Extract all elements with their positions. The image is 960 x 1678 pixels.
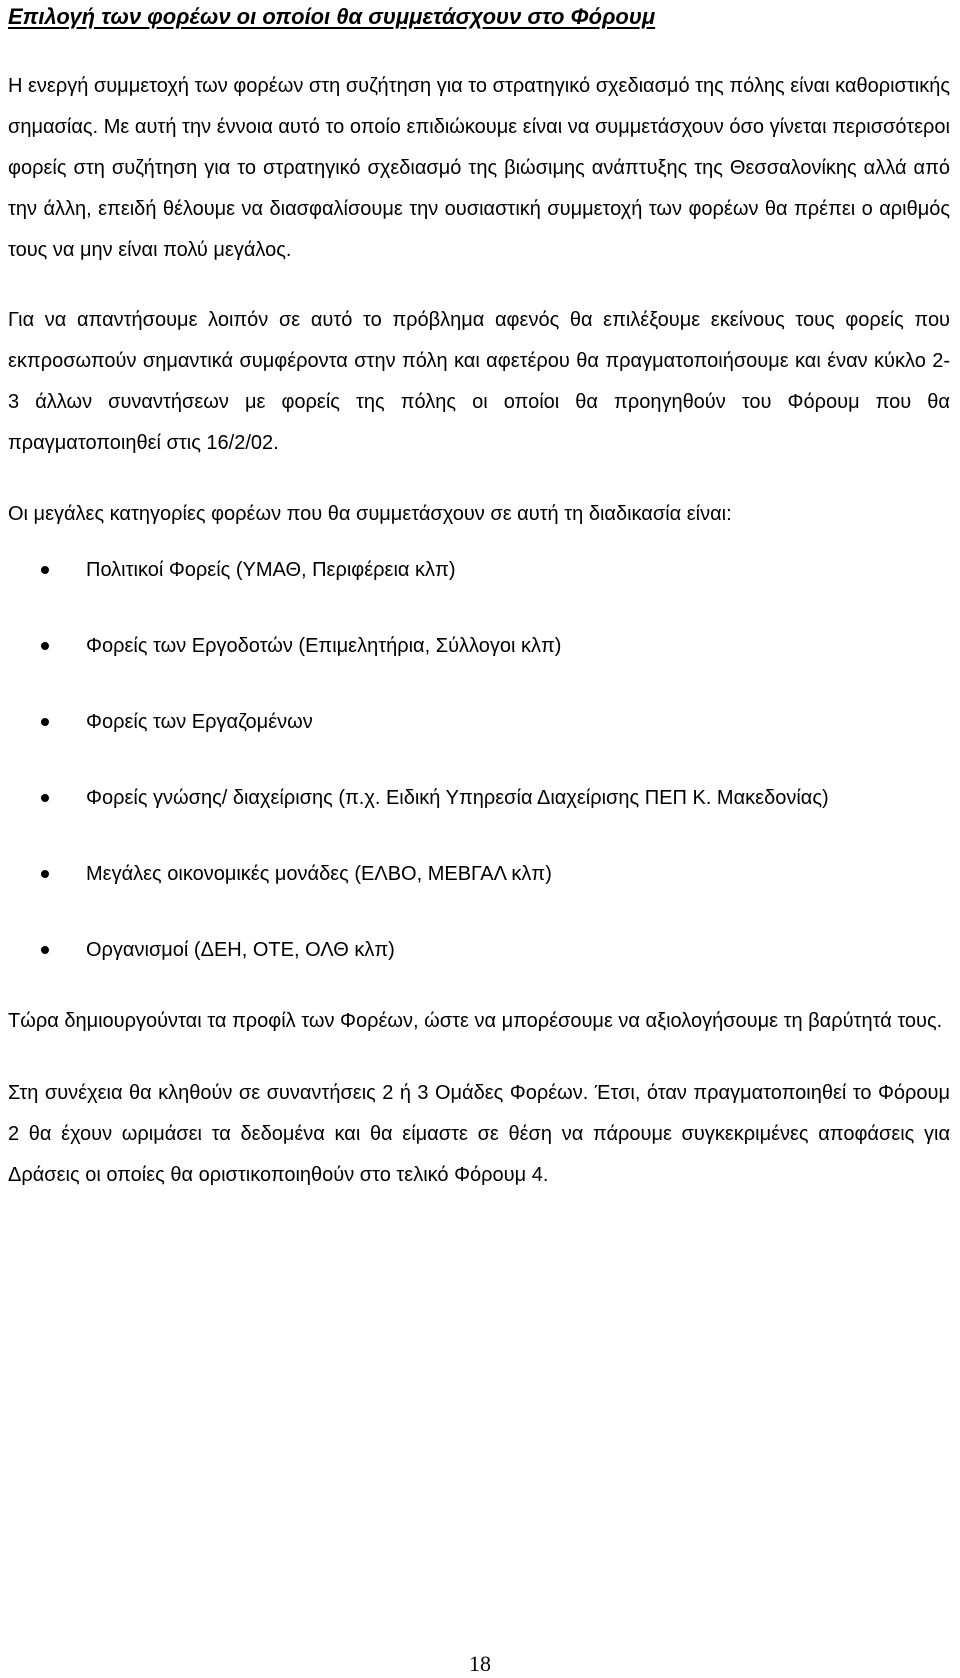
list-item-text: Φορείς γνώσης/ διαχείρισης (π.χ. Ειδική Υπηρεσία Διαχείρισης ΠΕΠ Κ. Μακεδονίας) bbox=[86, 787, 829, 809]
page-number: 18 bbox=[469, 1651, 491, 1676]
bullet-icon bbox=[41, 718, 49, 726]
paragraph-profiles: Τώρα δημιουργούνται τα προφίλ των Φορέων, ώστε να μπορέσουμε να αξιολογήσουμε τη βαρύτητά τους. bbox=[8, 1010, 943, 1032]
bullet-icon bbox=[41, 946, 49, 954]
list-item bbox=[8, 930, 950, 971]
list-item bbox=[8, 854, 950, 895]
list-item-text: Πολιτικοί Φορείς (ΥΜΑΘ, Περιφέρεια κλπ) bbox=[86, 559, 456, 581]
list-item-text: Μεγάλες οικονομικές μονάδες (ΕΛΒΟ, ΜΕΒΓΑΛ κλπ) bbox=[86, 863, 552, 885]
list-item-text: Οργανισμοί (ΔΕΗ, ΟΤΕ, ΟΛΘ κλπ) bbox=[86, 939, 395, 961]
list-item-text: Φορείς των Εργοδοτών (Επιμελητήρια, Σύλλογοι κλπ) bbox=[86, 635, 562, 657]
bullet-icon bbox=[41, 870, 49, 878]
paragraph-next-steps: Στη συνέχεια θα κληθούν σε συναντήσεις 2 ή 3 Ομάδες Φορέων. Έτσι, όταν πραγματοποιηθεί το Φόρουμ 2 θα έχουν ωριμάσει τα δεδομένα και θα είμαστε σε θέση να πάρουμε συγκεκριμένες αποφάσεις για Δράσεις οι οποίες θα οριστικοποιηθούν στο τελικό Φόρουμ 4. bbox=[8, 1082, 950, 1186]
categories-list bbox=[8, 550, 950, 971]
paragraph-approach: Για να απαντήσουμε λοιπόν σε αυτό το πρόβλημα αφενός θα επιλέξουμε εκείνους τους φορείς που εκπροσωπούν σημαντικά συμφέροντα στην πόλη και αφετέρου θα πραγματοποιήσουμε και έναν κύκλο 2-3 άλλων συναντήσεων με φορείς της πόλης οι οποίοι θα προηγηθούν του Φόρουμ που θα πραγματοποιηθεί στις 16/2/02. bbox=[8, 309, 950, 454]
section-heading: Επιλογή των φορέων οι οποίοι θα συμμετάσχουν στο Φόρουμ bbox=[8, 4, 656, 29]
list-item bbox=[8, 626, 950, 667]
bullet-icon bbox=[41, 642, 49, 650]
bullet-icon bbox=[41, 566, 49, 574]
paragraph-categories-lead: Οι μεγάλες κατηγορίες φορέων που θα συμμετάσχουν σε αυτή τη διαδικασία είναι: bbox=[8, 503, 732, 525]
list-item bbox=[8, 778, 950, 819]
list-item bbox=[8, 550, 950, 591]
paragraph-intro: Η ενεργή συμμετοχή των φορέων στη συζήτηση για το στρατηγικό σχεδιασμό της πόλης είναι καθοριστικής σημασίας. Με αυτή την έννοια αυτό το οποίο επιδιώκουμε είναι να συμμετάσχουν όσο γίνεται περισσότεροι φορείς στη συζήτηση για το στρατηγικό σχεδιασμό της βιώσιμης ανάπτυξης της Θεσσαλονίκης αλλά από την άλλη, επειδή θέλουμε να διασφαλίσουμε την ουσιαστική συμμετοχή των φορέων θα πρέπει ο αριθμός τους να μην είναι πολύ μεγάλος. bbox=[8, 75, 950, 261]
list-item bbox=[8, 702, 950, 743]
bullet-icon bbox=[41, 794, 49, 802]
document-page bbox=[8, 0, 950, 1196]
list-item-text: Φορείς των Εργαζομένων bbox=[86, 711, 313, 733]
